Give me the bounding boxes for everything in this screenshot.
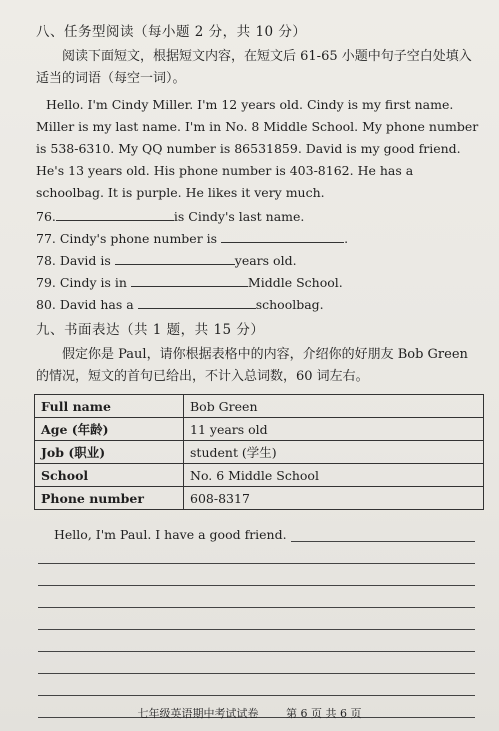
answer-blank-78[interactable] xyxy=(115,252,235,265)
writing-line[interactable] xyxy=(38,652,475,674)
answer-blank-76[interactable] xyxy=(56,208,174,221)
table-label: Age (年龄) xyxy=(35,418,184,441)
question-76: 76. is Cindy's last name. xyxy=(36,209,305,224)
table-row xyxy=(35,418,484,441)
answer-blank-77[interactable] xyxy=(221,230,344,243)
table-row xyxy=(35,441,484,464)
section9-instruction: 假定你是 Paul，请你根据表格中的内容，介绍你的好朋友 Bob Green 的情况，短文的首句已给出，不计入总词数，60 词左右。 xyxy=(36,347,468,384)
table-label: Job (职业) xyxy=(35,441,184,464)
table-row xyxy=(35,395,484,418)
page-number: 第 6 页 共 6 页 xyxy=(286,707,362,720)
writing-line[interactable] xyxy=(38,608,475,630)
question-78: 78. David is years old. xyxy=(36,253,297,268)
section9-title: 九、书面表达（共 1 题，共 15 分） xyxy=(36,322,265,338)
table-row xyxy=(35,464,484,487)
writing-first-line[interactable] xyxy=(36,520,481,542)
writing-line[interactable] xyxy=(38,674,475,696)
writing-line-fill[interactable] xyxy=(291,529,475,542)
writing-line[interactable] xyxy=(38,630,475,652)
question-80: 80. David has a schoolbag. xyxy=(36,297,324,312)
question-79: 79. Cindy is in Middle School. xyxy=(36,275,343,290)
table-value: student (学生) xyxy=(184,441,484,464)
answer-blank-80[interactable] xyxy=(138,296,256,309)
table-label: Phone number xyxy=(35,487,184,510)
writing-line[interactable] xyxy=(38,564,475,586)
info-table xyxy=(34,394,484,510)
writing-area[interactable] xyxy=(36,520,481,718)
writing-line[interactable] xyxy=(38,542,475,564)
table-label: Full name xyxy=(35,395,184,418)
exam-name: 七年级英语期中考试试卷 xyxy=(137,707,259,720)
table-value: Bob Green xyxy=(184,395,484,418)
table-label: School xyxy=(35,464,184,487)
answer-blank-79[interactable] xyxy=(131,274,248,287)
reading-passage: Hello. I'm Cindy Miller. I'm 12 years old. Cindy is my first name. Miller is my last name. I'm in No. 8 Middle School. My phone number is 538-6310. My QQ number is 86531859. David is my good friend. He's 13 years old. His phone number is 403-8162. He has a schoolbag. It is purple. He likes it very much. xyxy=(36,97,479,200)
table-row xyxy=(35,487,484,510)
page-footer xyxy=(0,705,499,721)
question-77: 77. Cindy's phone number is . xyxy=(36,231,349,246)
section8-title: 八、任务型阅读（每小题 2 分，共 10 分） xyxy=(36,24,307,40)
section8-instruction: 阅读下面短文，根据短文内容，在短文后 61-65 小题中句子空白处填入适当的词语（每空一词）。 xyxy=(36,49,472,86)
table-value: 608-8317 xyxy=(184,487,484,510)
writing-line[interactable] xyxy=(38,586,475,608)
first-sentence: Hello, I'm Paul. I have a good friend. xyxy=(54,527,287,542)
table-value: 11 years old xyxy=(184,418,484,441)
table-value: No. 6 Middle School xyxy=(184,464,484,487)
